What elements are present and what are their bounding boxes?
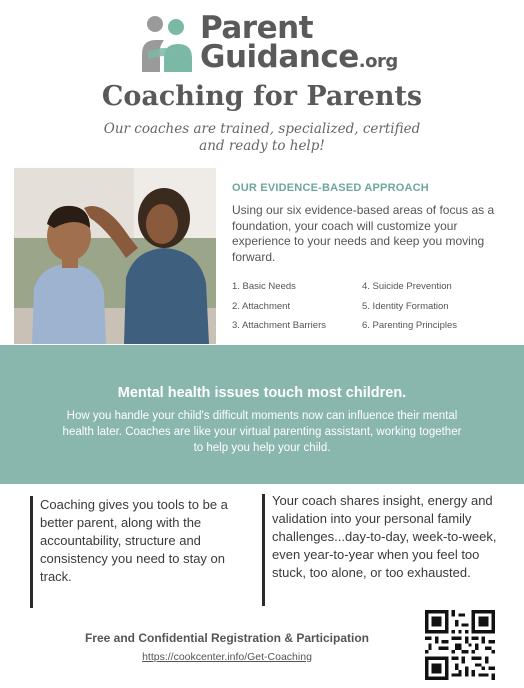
coaching-link[interactable]: https://cookcenter.info/Get-Coaching — [142, 651, 312, 663]
list-item: 5. Identity Formation — [362, 300, 449, 312]
parent-child-photo — [14, 168, 216, 344]
left-column-divider — [30, 496, 33, 608]
photo-illustration — [14, 168, 216, 344]
subtitle-line-2: and ready to help! — [199, 138, 325, 154]
logo — [138, 10, 398, 76]
parent-child-logo-icon — [138, 14, 194, 74]
approach-heading: OUR EVIDENCE-BASED APPROACH — [232, 182, 429, 194]
subtitle-line-1: Our coaches are trained, specialized, certified — [103, 121, 421, 137]
banner-title: Mental health issues touch most children. — [117, 385, 407, 401]
left-column-text: Coaching gives you tools to be a better parent, along with the accountability, structure and consistency you need to stay on track. — [40, 497, 228, 584]
page-title: Coaching for Parents — [101, 81, 423, 112]
right-column-text: Your coach shares insight, energy and validation into your personal family challenges...day-to-day, week-to-week, even year-to-year when you feel too stuck, too alone, or too exhausted. — [272, 493, 497, 580]
footer-title: Free and Confidential Registration & Participation — [84, 631, 370, 645]
subtitle — [0, 121, 524, 155]
focus-list-col-2 — [362, 277, 457, 336]
banner-body: How you handle your child's difficult moments now can influence their mental health later. Coaches are like your virtual parenting assistant, working together to help you help your child. — [62, 410, 462, 454]
approach-body: Using our six evidence-based areas of focus as a foundation, your coach will customize your experience to your needs and keep you moving forward. — [232, 203, 495, 264]
qr-code-icon[interactable] — [425, 610, 495, 680]
logo-org-suffix: .org — [358, 51, 398, 72]
logo-text-guidance — [200, 39, 398, 80]
focus-list-col-1 — [232, 277, 326, 336]
list-item: 2. Attachment — [232, 300, 291, 312]
right-column-divider — [262, 494, 265, 606]
logo-text-parent: Parent — [200, 10, 314, 46]
list-item: 6. Parenting Principles — [362, 320, 458, 331]
list-item: 3. Attachment Barriers — [232, 320, 326, 331]
logo-guidance-word: Guidance — [200, 39, 359, 75]
list-item: 4. Suicide Prevention — [362, 281, 452, 292]
list-item: 1. Basic Needs — [232, 281, 296, 292]
